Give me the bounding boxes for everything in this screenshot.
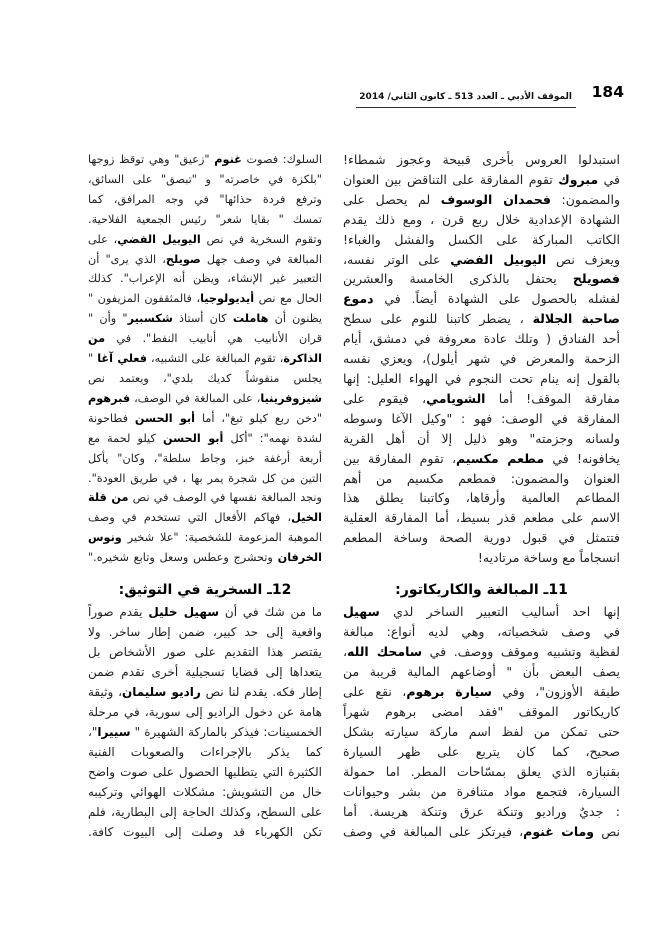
highlighted-title: صاحبة الجلالة xyxy=(532,311,620,327)
text-run: المطاعم العالمية وأرقاها، وكاتبنا يطلق هذا xyxy=(343,490,620,506)
text-line xyxy=(343,469,620,489)
text-line xyxy=(343,190,620,210)
text-run: نص xyxy=(594,824,620,839)
text-line xyxy=(88,548,322,568)
text-run: تمسك " بقايا شعر" رئيس الجمعية الفلاحية. xyxy=(88,212,322,226)
highlighted-title: سييرا xyxy=(97,725,131,739)
text-run: المبالغة في وصف جهل xyxy=(200,252,322,266)
highlighted-title: أبو الحسن xyxy=(134,411,196,425)
text-line xyxy=(88,682,322,702)
text-line xyxy=(88,349,322,369)
text-run: حتى تمكن من لفظ اسم ماركة سيارته بشكل xyxy=(343,724,620,739)
text-run: على السطح، وكذلك الحاجة إلى البطارية، فلم xyxy=(88,805,322,819)
text-run: مفارقة الموقف! أما xyxy=(485,390,620,406)
text-line xyxy=(88,642,322,662)
text-line xyxy=(343,210,620,230)
text-run: تكن الكهرباء قد وصلت إلى البيوت كافة. xyxy=(88,825,322,839)
text-run: ، يضطر كاتبنا للنوم على سطح xyxy=(343,311,533,327)
text-run: "زعيق" وهي توقظ زوجها xyxy=(88,153,215,166)
text-run: ، الذي يرى" أن xyxy=(88,252,166,266)
text-run: يحتفل بالذكرى الخامسة والعشرين xyxy=(343,271,573,287)
text-run: ، تقوم المفارقة بين xyxy=(343,450,456,466)
text-run: كيلو لحمة مع xyxy=(88,431,163,445)
text-run: لفشله بالحصول على الشهادة أيضاً. في xyxy=(373,291,620,307)
text-run: العنوان والمضمون: فمطعم مكسيم من أهم xyxy=(343,470,620,486)
highlighted-title: ومات غنوم xyxy=(523,824,595,839)
text-line xyxy=(343,250,620,270)
text-run: في xyxy=(598,171,621,187)
text-line xyxy=(343,602,620,622)
highlighted-title: اليوبيل الفضي xyxy=(450,251,547,267)
text-run: التعبير غير الإنشاء، ويظن أنه الإعراب". كذلك xyxy=(88,272,322,286)
text-line xyxy=(343,682,620,702)
text-run: في وصف شخصياته، وهي لديه أنواع: مبالغة xyxy=(343,624,620,639)
text-run: السلوك: فصوت xyxy=(241,153,322,166)
text-run: " xyxy=(88,352,98,366)
highlighted-title: صويلح xyxy=(165,252,201,266)
text-line xyxy=(343,269,620,289)
text-run: يتعداها إلى قضايا تسجيلية أخرى تقدم ضمن xyxy=(88,665,322,679)
highlighted-title: الخرفان xyxy=(277,551,322,565)
page-number: 184 xyxy=(591,83,624,101)
text-line xyxy=(88,602,322,622)
highlighted-title: الذاكرة xyxy=(283,352,322,366)
text-run: يقتصر هذا التقديم على صور الأشخاص بل xyxy=(88,645,322,659)
text-run: الزحمة والمعرض في شهر أيلول)، ويعزي نفسه xyxy=(343,351,620,367)
text-run: ، فيرتكز على المبالغة في وصف xyxy=(343,824,524,839)
text-run: أربعة أرغفة خبز، وجاط سلطة"، وكان" يأكل xyxy=(88,451,322,465)
highlighted-title: شيزوفرينيا xyxy=(260,391,322,405)
text-run: ويعزف نص xyxy=(546,251,620,267)
text-run: ، xyxy=(343,644,348,659)
text-run: ، فالمثقفون المزيفون " xyxy=(88,292,201,306)
text-run: : جديٌ وراديو وتنكة عرق وتنكة هريسة. أما xyxy=(343,804,620,819)
text-line xyxy=(343,170,620,190)
text-run: خال من التشويش: مشكلات الهوائي وتركيبه xyxy=(88,785,322,799)
text-run: الخمسينات: فيذكر بالماركة الشهيرة " xyxy=(130,725,322,739)
text-run: ، فيقوم على xyxy=(343,390,427,406)
running-header: الموقف الأدبي ـ العدد 513 ـ كانون الثاني/ 2014 xyxy=(359,92,572,102)
text-run: الكثيرة التي يتطلبها الحصول على صوت واضح xyxy=(88,765,322,779)
text-line xyxy=(343,742,620,762)
text-line xyxy=(343,488,620,508)
text-run: قران الأنابيب هي أنابيب النفط". في xyxy=(105,332,322,346)
text-run: تقوم المفارقة على التناقض بين العنوان xyxy=(343,171,559,187)
text-line xyxy=(343,389,620,409)
text-run: وتقوم السخرية في نص xyxy=(200,232,322,246)
right-column-text-bottom xyxy=(343,602,620,842)
highlighted-title: غنوم xyxy=(214,153,242,166)
text-run: والمضمون: xyxy=(550,191,620,207)
text-line xyxy=(88,389,322,409)
highlighted-title: أبو الحسن xyxy=(162,431,224,445)
text-line xyxy=(88,170,322,190)
text-line xyxy=(88,250,322,270)
text-run: ونجد المبالغة نفسها في الوصف في نص xyxy=(128,491,322,505)
text-line xyxy=(88,469,322,489)
highlighted-title: ونوس xyxy=(88,531,122,545)
text-line xyxy=(88,782,322,802)
text-line xyxy=(343,309,620,329)
text-run: "دخن ربع كيلو تبغ"، أما xyxy=(195,411,323,425)
text-run: انسجاماً مع وساخة مرتاديه! xyxy=(477,550,620,566)
text-run: لم يحصل على xyxy=(343,191,441,207)
text-line xyxy=(343,508,620,528)
text-run: كما يذكر بالإجراءات والصعوبات الفنية xyxy=(88,745,322,759)
left-column-text-top xyxy=(88,150,322,568)
text-run: ما من شك في أن xyxy=(219,605,322,619)
text-run: يقدم صوراً xyxy=(88,605,149,619)
text-run: بقنبازه الذي يعلق بمسّاحات المطر. اما حمولة xyxy=(343,764,620,779)
highlighted-title: الخيل xyxy=(291,511,322,525)
text-run: ، على xyxy=(88,232,118,246)
highlighted-title: فعلي آغا xyxy=(97,352,148,366)
text-run: فطاحونة xyxy=(88,411,135,425)
text-run: السيارة، فتجمع مواد متنافرة من بشر وحيوانات xyxy=(343,784,620,799)
highlighted-title: فبرهوم xyxy=(88,391,131,405)
text-line xyxy=(88,289,322,309)
text-run: يخافونه! في xyxy=(544,450,621,466)
text-line xyxy=(343,762,620,782)
highlighted-title: شكسبير xyxy=(127,312,173,326)
text-line xyxy=(88,622,322,642)
text-line xyxy=(343,622,620,642)
text-line xyxy=(343,409,620,429)
right-column-text-top xyxy=(343,150,620,568)
highlighted-title: فصويلح xyxy=(572,271,620,287)
text-run: كاريكاتور الموقف "فقد امضى برهوم شهراً xyxy=(343,704,620,719)
highlighted-title: دموع xyxy=(343,291,374,307)
highlighted-title: هاملت xyxy=(232,312,269,326)
text-run: ، تقوم المبالغة على التشبيه، xyxy=(147,352,284,366)
text-run: المفارقة في الوصف: فهو : "وكيل الآغا وسوطه xyxy=(343,410,620,426)
highlighted-title: سامحك الله xyxy=(347,644,423,659)
text-line xyxy=(88,528,322,548)
text-line xyxy=(88,329,322,349)
text-line xyxy=(88,210,322,230)
text-run: "، xyxy=(88,725,98,739)
text-run: وترفع فردة حذائها" في وجه المرافق، كما xyxy=(88,192,322,206)
text-line xyxy=(88,762,322,782)
highlighted-title: اليوبيل الفضي xyxy=(117,232,201,246)
text-run: " وأن " xyxy=(88,312,128,326)
highlighted-title: من xyxy=(88,332,106,346)
text-line xyxy=(343,642,620,662)
text-line xyxy=(343,349,620,369)
highlighted-title: فحمدان الوسوف xyxy=(440,191,551,207)
text-run: يصف البعض بأن " أوضاعهم المالية قريبة من xyxy=(343,664,620,679)
text-line xyxy=(343,782,620,802)
text-run: ولسانه وجزمته" وهو ذليل إلا أن أهل القرية xyxy=(343,430,620,446)
text-line xyxy=(343,369,620,389)
highlighted-title: من قلة xyxy=(88,491,129,505)
highlighted-title: راديو سليمان xyxy=(121,685,201,699)
text-line xyxy=(343,802,620,822)
text-line xyxy=(88,309,322,329)
text-run: أحد الفنادق ( وتلك عادة معروفة في دمشق، أيام xyxy=(343,331,620,347)
text-run: فتتمثل في قبول دورية الصحة وساخة المطعم xyxy=(343,530,620,546)
text-line xyxy=(343,702,620,722)
text-run: الكاتب المباركة على الكسل والفشل والغباء! xyxy=(343,231,620,247)
section-heading: 12ـ السخرية في التوثيق: xyxy=(118,582,292,598)
text-line xyxy=(88,662,322,682)
text-run: الموهبة المزعومة للشخصية: "علا شخير xyxy=(121,531,322,545)
highlighted-title: سهيل xyxy=(343,604,380,619)
text-line xyxy=(343,449,620,469)
text-run: إطار فكه. يقدم لنا نص xyxy=(200,685,322,699)
text-run: طبقة الأوزون"، وفي xyxy=(491,684,620,699)
header-divider xyxy=(356,107,576,108)
text-line xyxy=(343,822,620,842)
highlighted-title: سيارة برهوم xyxy=(406,684,492,699)
highlighted-title: مطعم مكسيم xyxy=(456,450,545,466)
text-line xyxy=(88,488,322,508)
text-line xyxy=(88,449,322,469)
text-line xyxy=(88,230,322,250)
text-line xyxy=(88,508,322,528)
text-line xyxy=(88,722,322,742)
text-run: لشدة نهمه": "أكل xyxy=(223,431,322,445)
text-line xyxy=(88,822,322,842)
text-line xyxy=(343,329,620,349)
highlighted-title: أيديولوجيا xyxy=(200,292,255,306)
text-run: "بلكزة في خاصرته" و "تبصق" على السائق، xyxy=(88,172,322,186)
text-line xyxy=(88,702,322,722)
text-line xyxy=(88,742,322,762)
text-run: إنها احد أساليب التعبير الساخر لدي xyxy=(379,604,620,619)
text-line xyxy=(88,269,322,289)
text-line xyxy=(343,150,620,170)
text-line xyxy=(88,429,322,449)
text-line xyxy=(343,548,620,568)
text-line xyxy=(88,369,322,389)
text-line xyxy=(343,662,620,682)
text-run: واقعية إلى حد كبير، ضمن إطار ساخر. ولا xyxy=(88,625,322,639)
text-run: يظنون أن xyxy=(268,312,322,326)
text-run: ، وثيقة xyxy=(88,685,122,699)
section-heading: 11ـ المبالغة والكاريكاتور: xyxy=(395,582,568,598)
text-line xyxy=(343,289,620,309)
text-run: ، فهاكم الأفعال التي تستخدم في وصف xyxy=(88,511,292,525)
text-run: ، نقع على xyxy=(343,684,407,699)
text-line xyxy=(88,150,322,170)
text-run: على الوتر نفسه، xyxy=(343,251,451,267)
text-line xyxy=(343,429,620,449)
text-run: الشهادة الإعدادية خلال ربع قرن ، ومع ذلك يقدم xyxy=(343,211,620,227)
text-run: استبدلوا العروس بأخرى قبيحة وعجوز شمطاء! xyxy=(343,152,620,167)
text-line xyxy=(88,802,322,822)
text-run: كان أستاذ xyxy=(172,312,233,326)
text-run: يجلس منفوشاً كديك بلدي"، ويعتمد نص xyxy=(88,371,322,385)
highlighted-title: الشويامي xyxy=(426,390,486,406)
text-run: هامة عن دخول الراديو إلى سورية، في مرحلة xyxy=(88,705,322,719)
left-column-text-bottom xyxy=(88,602,322,842)
text-line xyxy=(88,409,322,429)
text-line xyxy=(343,528,620,548)
text-run: الاسم على مطعم قذر بسيط، أما المفارقة العقلية xyxy=(343,510,620,526)
text-run: صحيح، كما كان يتربع على ظهر السيارة xyxy=(343,744,620,759)
text-run: ، على المبالغة في الوصف، xyxy=(130,391,261,405)
text-line xyxy=(343,722,620,742)
text-line xyxy=(343,230,620,250)
text-run: لفظية وتشبيه وموقف ووصف. في xyxy=(422,644,620,659)
highlighted-title: مبروك xyxy=(558,171,599,187)
text-line xyxy=(88,190,322,210)
text-run: بالقول إنه ينام تحت النجوم في الهواء العليل: إنها xyxy=(343,370,620,386)
text-run: التين من كل شجرة يمر بها ، في طريق العودة". xyxy=(88,471,322,485)
text-run: وتحشرج وعطس وسعل وتابع شخيره." xyxy=(88,551,278,565)
highlighted-title: سهيل خليل xyxy=(148,605,220,619)
text-run: الحال مع نص xyxy=(254,292,323,306)
